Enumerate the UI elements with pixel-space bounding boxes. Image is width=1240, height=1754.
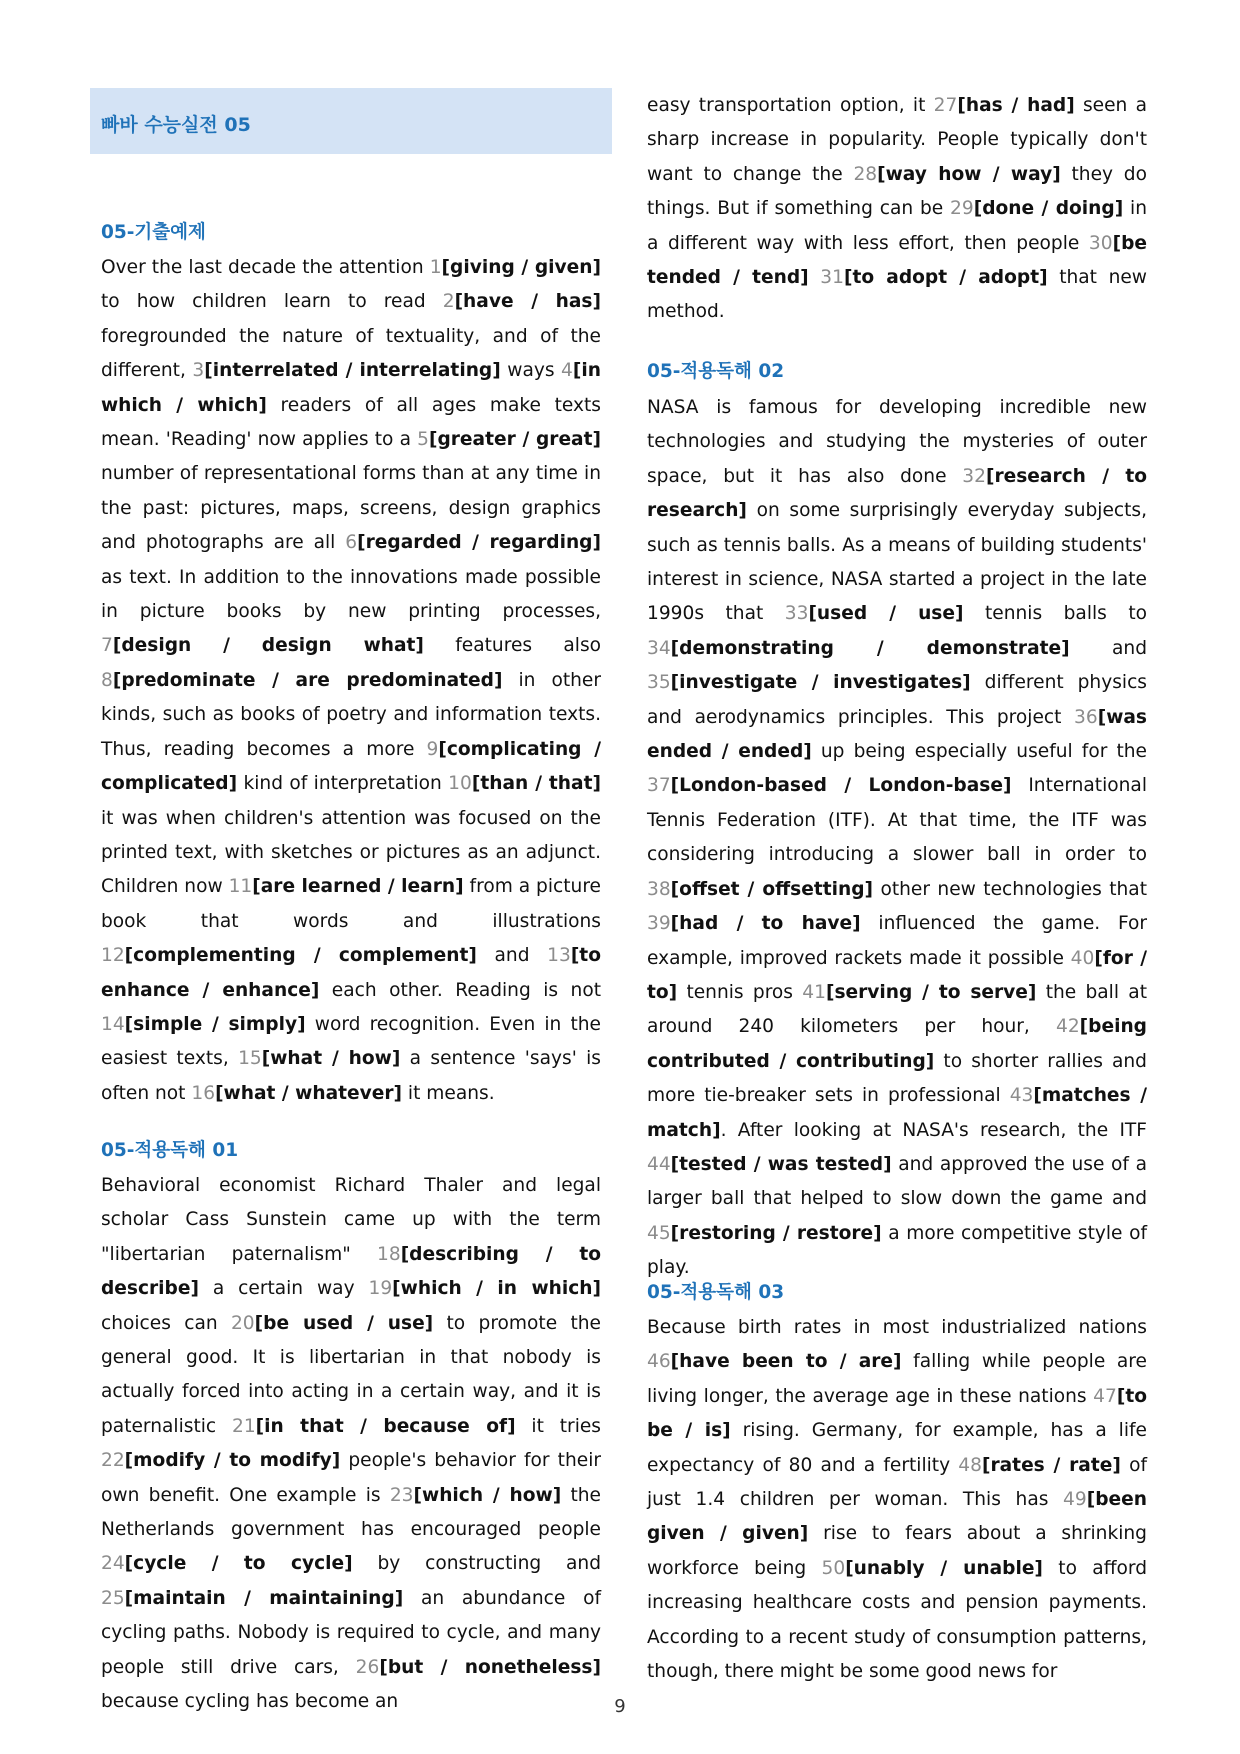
question-number: 3 xyxy=(192,360,205,382)
question-number: 30 xyxy=(1088,232,1113,254)
answer-options: [maintain / maintaining] xyxy=(124,1587,404,1609)
passage-reading-01: Behavioral economist Richard Thaler and legal scholar Cass Sunstein came up with the term "libertarian paternalism" 18[describing / to describe] a certain way 19[which / in which] choices can 20[be used / use] to promote the general good. It is libertarian in that nobody is actually forced into acting in a certain way, and it is paternalistic 21[in that / because of] it tries 22[modify / to modify] people's behavior for their own benefit. One example is 23[which / how] the Netherlands government has encouraged people 24[cycle / to cycle] by constructing and 25[maintain / maintaining] an abundance of cycling paths. Nobody is required to cycle, and many people still drive cars, 26[but / nonetheless] because cycling has become an xyxy=(101,1175,602,1713)
question-number: 28 xyxy=(853,163,878,185)
question-number: 48 xyxy=(958,1454,982,1476)
answer-options: [for / to] xyxy=(647,947,1147,1003)
question-number: 33 xyxy=(784,603,809,625)
answer-options: [have been to / are] xyxy=(670,1351,902,1373)
question-number: 1 xyxy=(429,257,442,278)
question-number: 14 xyxy=(101,1013,125,1035)
answer-options: [being contributed / contributing] xyxy=(647,1016,1147,1072)
question-number: 15 xyxy=(238,1048,262,1070)
answer-options: [investigate / investigates] xyxy=(670,672,971,694)
answer-options: [which / in which] xyxy=(392,1278,601,1300)
answer-options: [London-based / London-base] xyxy=(670,775,1012,797)
answer-options: [to be / is] xyxy=(647,1385,1147,1442)
page-number: 9 xyxy=(614,1696,626,1717)
answer-options: [interrelated / interrelating] xyxy=(204,360,501,382)
passage-reading-02: NASA is famous for developing incredible new technologies and studying the mysteries of outer space, but it has also done 32[research / to research] on some surprisingly everyday subjects, such as tennis balls. As a means of building students' interest in science, NASA started a project in the late 1990s that 33[used / use] tennis balls to 34[demonstrating / demonstrate] and 35[investigate / investigates] different physics and aerodynamics principles. This project 36[was ended / ended] up being especially useful for the 37[London-based / London-base] International Tennis Federation (ITF). At that time, the ITF was considering introducing a slower ball in order to 38[offset / offsetting] other new technologies that 39[had / to have] influenced the game. For example, improved rackets made it possible 40[for / to] tennis pros 41[serving / to serve] the ball at around 240 kilometers per hour, 42[being contributed / contributing] to shorter rallies and more tie-breaker sets in professional 43[matches / match]. After looking at NASA's research, the ITF 44[tested / was tested] and approved the use of a larger ball that helped to slow down the game and 45[restoring / restore] a more competitive style of play. xyxy=(647,397,1148,1279)
question-number: 12 xyxy=(101,945,125,967)
answer-options: [was ended / ended] xyxy=(647,706,1147,763)
question-number: 26 xyxy=(355,1656,380,1678)
question-number: 13 xyxy=(547,945,571,967)
answer-options: [demonstrating / demonstrate] xyxy=(670,637,1070,659)
question-number: 20 xyxy=(230,1312,255,1334)
question-number: 8 xyxy=(101,669,113,691)
question-number: 34 xyxy=(647,637,671,659)
question-number: 4 xyxy=(561,360,573,382)
question-number: 23 xyxy=(389,1484,414,1506)
question-number: 44 xyxy=(647,1153,671,1175)
question-number: 21 xyxy=(231,1415,256,1437)
answer-options: [used / use] xyxy=(808,603,964,625)
answer-options: [way how / way] xyxy=(877,163,1061,185)
question-number: 22 xyxy=(101,1450,125,1472)
question-number: 43 xyxy=(1009,1085,1034,1107)
answer-options: [research / to research] xyxy=(647,465,1147,522)
question-number: 45 xyxy=(647,1222,671,1244)
answer-options: [tested / was tested] xyxy=(670,1153,892,1175)
section-heading-reading-01: 05-적용독해 01 xyxy=(101,1140,239,1161)
question-number: 50 xyxy=(821,1557,846,1579)
question-number: 5 xyxy=(417,429,429,451)
passage-example: Over the last decade the attention 1[giving / given] to how children learn to read 2[have / has] foregrounded the nature of textuality, and of the different, 3[interrelated / interrelating] ways 4[in which / which] readers of all ages make texts mean. 'Reading' now applies to a 5[greater / great] number of representational forms than at any time in the past: pictures, maps, screens, design graphics and photographs are all 6[regarded / regarding] as text. In addition to the innovations made possible in picture books by new printing processes, 7[design / design what] features also 8[predominate / are predominated] in other kinds, such as books of poetry and information texts. Thus, reading becomes a more 9[complicating / complicated] kind of interpretation 10[than / that] it was when children's attention was focused on the printed text, with sketches or pictures as an adjunct. Children now 11[are learned / learn] from a picture book that words and illustrations 12[complementing / complement] and 13[to enhance / enhance] each other. Reading is not 14[simple / simply] word recognition. Even in the easiest texts, 15[what / how] a sentence 'says' is often not 16[what / whatever] it means. xyxy=(101,257,602,1104)
answer-options: [had / to have] xyxy=(670,913,861,935)
question-number: 46 xyxy=(647,1351,671,1373)
answer-options: [simple / simply] xyxy=(124,1013,306,1035)
question-number: 37 xyxy=(647,775,671,797)
question-number: 39 xyxy=(647,913,671,935)
answer-options: [are learned / learn] xyxy=(252,876,464,898)
answer-options: [which / how] xyxy=(413,1484,562,1506)
answer-options: [serving / to serve] xyxy=(825,981,1037,1003)
answer-options: [what / whatever] xyxy=(215,1082,403,1104)
section-heading-reading-02: 05-적용독해 02 xyxy=(647,361,785,382)
passage-reading-03: Because birth rates in most industrialized nations 46[have been to / are] falling while people are living longer, the average age in these nations 47[to be / is] rising. Germany, for example, has a life expectancy of 80 and a fertility 48[rates / rate] of just 1.4 children per woman. This has 49[been given / given] rise to fears about a shrinking workforce being 50[unably / unable] to afford increasing healthcare costs and pension payments. According to a recent study of consumption patterns, though, there might be some good news for xyxy=(647,1317,1147,1683)
answer-options: [offset / offsetting] xyxy=(670,878,874,900)
question-number: 16 xyxy=(191,1082,216,1104)
answer-options: [unably / unable] xyxy=(845,1557,1043,1579)
answer-options: [complementing / complement] xyxy=(124,945,477,967)
answer-options: [to enhance / enhance] xyxy=(101,945,601,1001)
question-number: 9 xyxy=(426,738,439,760)
question-number: 31 xyxy=(820,267,844,289)
answer-options: [in that / because of] xyxy=(255,1415,516,1437)
answer-options: [but / nonetheless] xyxy=(379,1656,602,1678)
question-number: 24 xyxy=(101,1553,125,1575)
banner-title: 빠바 수능실전 05 xyxy=(101,114,251,136)
question-number: 47 xyxy=(1093,1385,1117,1407)
answer-options: [rates / rate] xyxy=(981,1454,1121,1476)
passage-reading-01-continued: easy transportation option, it 27[has / had] seen a sharp increase in popularity. People typically don't want to change the 28[way how / way] they do things. But if something can be 29[done / doing] in a different way with less effort, then people 30[be tended / tend] 31[to adopt / adopt] that new method. xyxy=(647,95,1148,323)
question-number: 11 xyxy=(228,876,253,898)
question-number: 29 xyxy=(950,198,974,220)
answer-options: [done / doing] xyxy=(973,198,1124,220)
answer-options: [cycle / to cycle] xyxy=(124,1553,353,1575)
question-number: 32 xyxy=(962,465,986,487)
question-number: 35 xyxy=(647,672,671,694)
answer-options: [predominate / are predominated] xyxy=(112,669,503,691)
answer-options: [describing / to describe] xyxy=(101,1243,602,1300)
question-number: 40 xyxy=(1070,947,1095,969)
answer-options: [modify / to modify] xyxy=(124,1450,341,1472)
answer-options: [regarded / regarding] xyxy=(357,532,601,554)
answer-options: [restoring / restore] xyxy=(670,1222,882,1244)
answer-options: [has / had] xyxy=(957,95,1075,116)
question-number: 42 xyxy=(1055,1016,1080,1038)
answer-options: [be tended / tend] xyxy=(647,232,1147,289)
answer-options: [matches / match] xyxy=(647,1085,1147,1141)
question-number: 38 xyxy=(647,878,671,900)
question-number: 49 xyxy=(1063,1489,1087,1511)
question-number: 7 xyxy=(101,635,113,657)
answer-options: [been given / given] xyxy=(647,1489,1147,1545)
question-number: 27 xyxy=(933,95,958,116)
answer-options: [be used / use] xyxy=(254,1312,434,1334)
answer-options: [in which / which] xyxy=(101,360,601,416)
answer-options: [have / has] xyxy=(454,291,601,313)
question-number: 36 xyxy=(1074,706,1098,728)
answer-options: [than / that] xyxy=(471,773,601,795)
question-number: 25 xyxy=(101,1587,125,1609)
answer-options: [greater / great] xyxy=(428,429,601,451)
question-number: 18 xyxy=(377,1243,401,1265)
answer-options: [giving / given] xyxy=(441,257,601,278)
answer-options: [design / design what] xyxy=(112,635,424,657)
answer-options: [to adopt / adopt] xyxy=(843,267,1048,289)
question-number: 41 xyxy=(802,981,826,1003)
section-heading-example: 05-기출예제 xyxy=(101,222,206,243)
question-number: 6 xyxy=(345,532,358,554)
section-heading-reading-03: 05-적용독해 03 xyxy=(647,1282,785,1303)
question-number: 19 xyxy=(368,1278,393,1300)
answer-options: [what / how] xyxy=(261,1048,401,1070)
question-number: 10 xyxy=(448,773,472,795)
question-number: 2 xyxy=(442,291,455,313)
answer-options: [complicating / complicated] xyxy=(101,738,601,795)
